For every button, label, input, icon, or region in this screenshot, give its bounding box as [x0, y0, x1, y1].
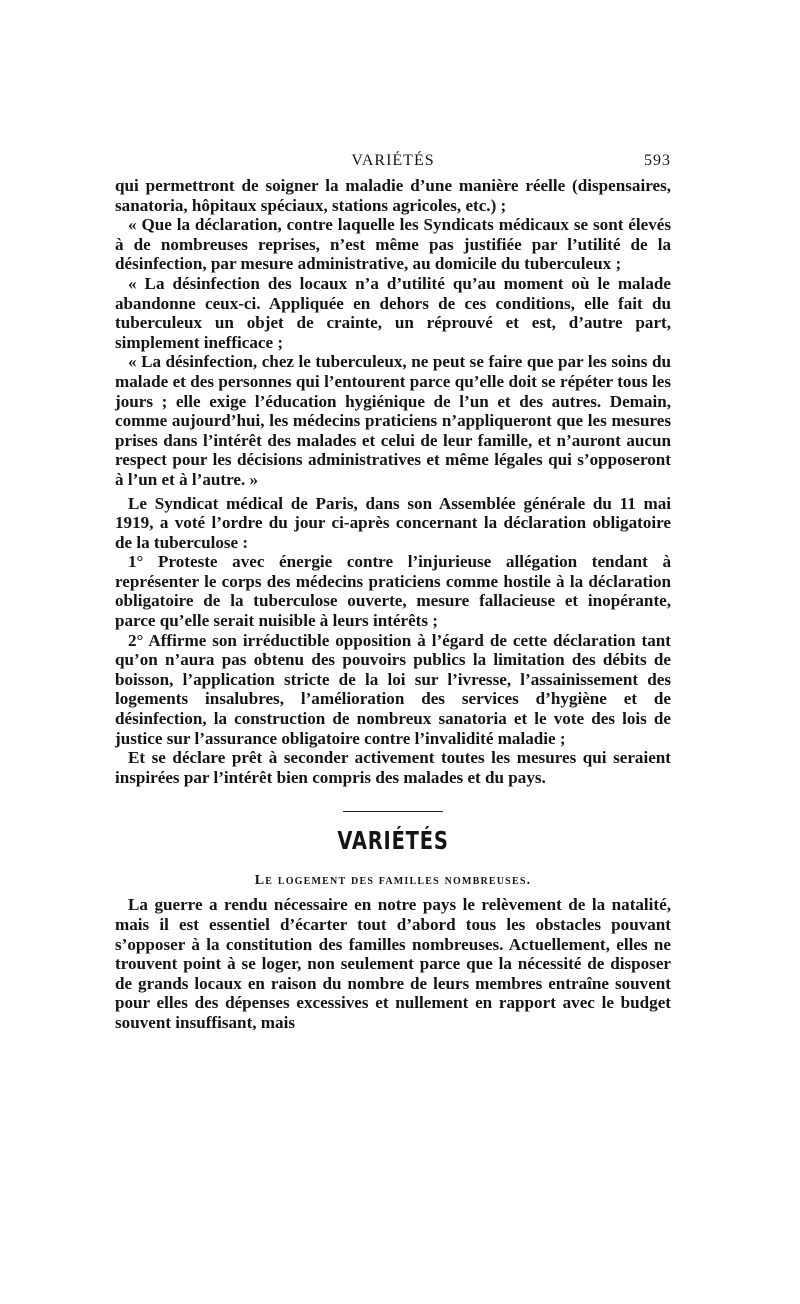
paragraph-resolution-closing: Et se déclare prêt à seconder activement toutes les mesures qui seraient inspirées par l’intérêt bien compris des malades et du pays.: [115, 748, 671, 787]
section-divider-rule: [343, 811, 443, 812]
document-page: [115, 152, 671, 1033]
subsection-title: Le logement des familles nombreuses.: [254, 873, 532, 889]
page-number: 593: [644, 152, 671, 169]
paragraph-quote-disinfection-premises: « La désinfection des locaux n’a d’utilité qu’au moment où le malade abandonne ceux-ci. Appliquée en dehors de ces conditions, elle fait du tuberculeux un objet de crainte, un réprouvé et est, d’autre part, simplement inefficace ;: [115, 273, 671, 352]
running-header: [115, 152, 671, 176]
paragraph-resolution-point-1: 1° Proteste avec énergie contre l’injurieuse allégation tendant à représenter le corps des médecins praticiens comme hostile à la déclaration obligatoire de la tuberculose ouverte, mesure fallacieuse et inopérante, parce qu’elle serait nuisible à leurs intérêts ;: [115, 552, 671, 631]
running-title: VARIÉTÉS: [351, 152, 435, 169]
paragraph-syndicat-resolution: Le Syndicat médical de Paris, dans son Assemblée générale du 11 mai 1919, a voté l’ordre du jour ci-après concernant la déclaration obligatoire de la tuberculose :: [115, 493, 671, 552]
paragraph-quote-disinfection-patient: « La désinfection, chez le tuberculeux, ne peut se faire que par les soins du malade et des personnes qui l’entourent parce qu’elle doit se répéter tous les jours ; elle exige l’éducation hygiénique de l’un et des autres. Demain, comme aujourd’hui, les médecins praticiens n’appliqueront que les mesures prises dans l’intérêt des malades et celui de leur famille, et n’auront aucun respect pour les décisions administratives et même légales qui s’opposeront à l’un et à l’autre. »: [115, 352, 671, 489]
paragraph-continuation: qui permettront de soigner la maladie d’une manière réelle (dispensaires, sanatoria, hôpitaux spéciaux, stations agricoles, etc.) ;: [115, 176, 671, 215]
section-title: VARIÉTÉS: [337, 826, 449, 856]
paragraph-resolution-point-2: 2° Affirme son irréductible opposition à l’égard de cette déclaration tant qu’on n’aura pas obtenu des pouvoirs publics la limitation des débits de boisson, l’application stricte de la loi sur l’ivresse, l’assainissement des logements insalubres, l’amélioration des services d’hygiène et de désinfection, la construction de nombreux sanatoria et le vote des lois de justice sur l’assurance obligatoire contre l’invalidité maladie ;: [115, 630, 671, 748]
paragraph-housing-large-families: La guerre a rendu nécessaire en notre pays le relèvement de la natalité, mais il est essentiel d’écarter tout d’abord tous les obstacles pouvant s’opposer à la constitution des familles nombreuses. Actuellement, elles ne trouvent point à se loger, non seulement parce que la nécessité de disposer de grands locaux en raison du nombre de leurs membres entraîne souvent pour elles des dépenses excessives et nullement en rapport avec le budget souvent insuffisant, mais: [115, 895, 671, 1032]
paragraph-quote-declaration: « Que la déclaration, contre laquelle les Syndicats médicaux se sont élevés à de nombreuses reprises, n’est même pas justifiée par l’utilité de la désinfection, par mesure administrative, au domicile du tuberculeux ;: [115, 215, 671, 274]
